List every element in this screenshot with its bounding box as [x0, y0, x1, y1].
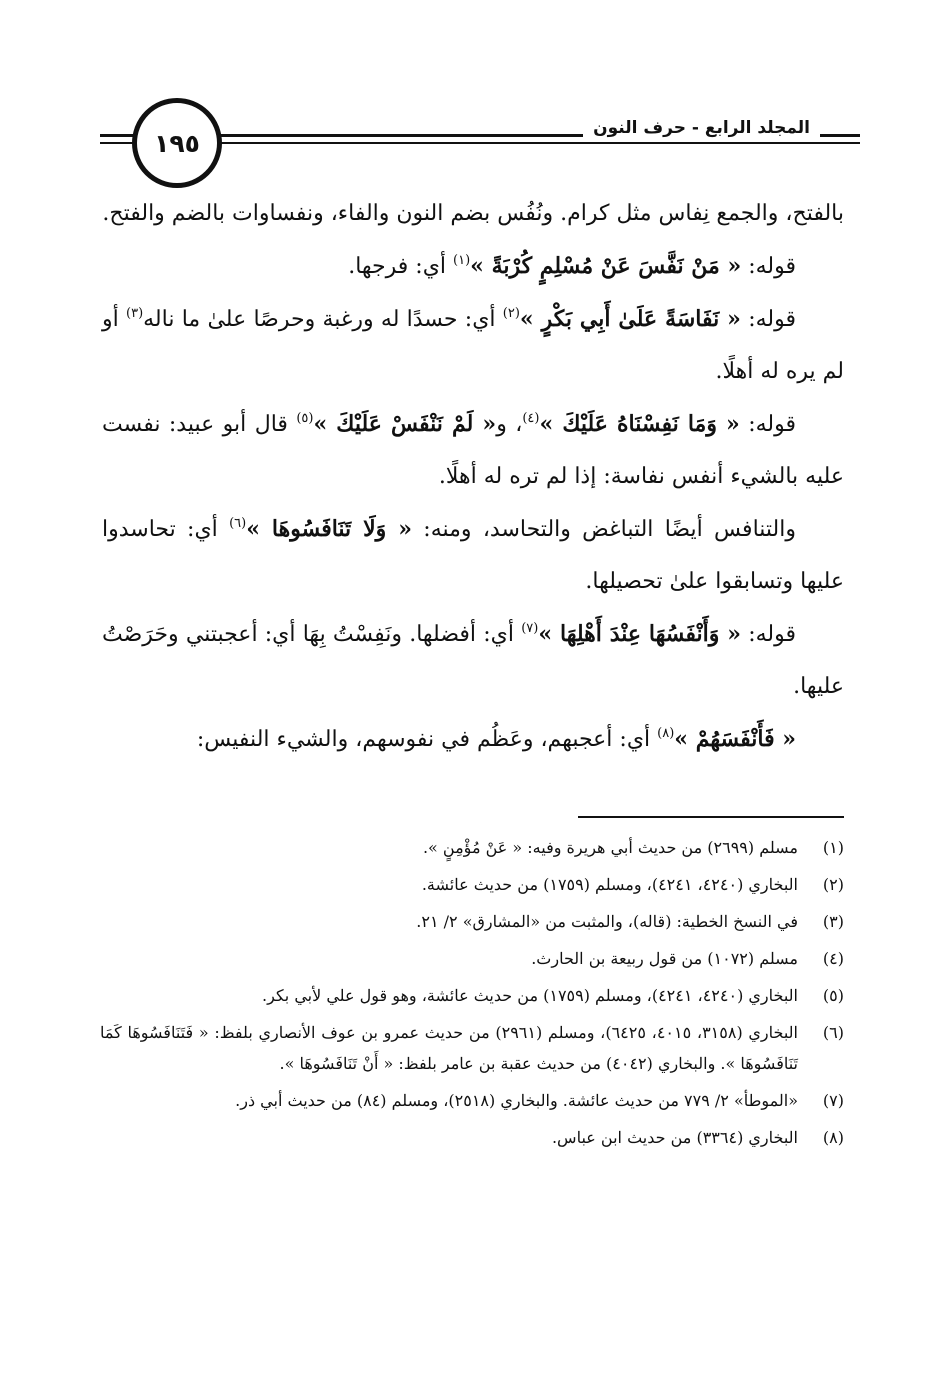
paragraph [102, 713, 844, 766]
footnote-text: البخاري (٤٢٤٠، ٤٢٤١)، ومسلم (١٧٥٩) من حديث عائشة. [421, 875, 798, 894]
footnote-text: مسلم (١٠٧٢) من قول ربيعة بن الحارث. [531, 949, 798, 968]
hadith-quote: « وَلَا تَنَافَسُوهَا » [246, 516, 412, 542]
footnote-mark: (٦) [229, 516, 247, 531]
footnote [100, 1085, 844, 1116]
footnote-number: (٥) [822, 986, 844, 1005]
paragraph [102, 608, 844, 713]
footnote-mark: (١) [453, 253, 471, 268]
footnote [100, 980, 844, 1011]
footnote-text: البخاري (٣٣٦٤) من حديث ابن عباس. [551, 1128, 798, 1147]
footnote-mark: (٢) [502, 306, 520, 321]
footnote [100, 869, 844, 900]
hadith-quote: « وَمَا نَفِسْنَاهُ عَلَيْكَ » [539, 411, 740, 437]
footnote-mark: (٤) [522, 411, 540, 426]
text-run: قوله: [740, 622, 796, 647]
footnote-mark: (٨) [657, 726, 675, 741]
main-text [102, 188, 844, 766]
page-number: ١٩٥ [132, 98, 222, 188]
paragraph [102, 293, 844, 398]
text-run: أي: حسدًا له ورغبة وحرصًا علىٰ ما ناله [143, 307, 503, 332]
text-run: أي: تحاسدوا عليها وتسابقوا علىٰ تحصيلها. [102, 517, 844, 594]
text-run: قوله: [740, 307, 796, 332]
text-run: والتنافس أيضًا التباغض والتحاسد، ومنه: [412, 517, 796, 542]
footnote-number: (١) [822, 838, 844, 857]
paragraph [102, 398, 844, 503]
hadith-quote: « وَأَنْفَسُهَا عِنْدَ أَهْلِهَا » [538, 621, 741, 647]
text-run: قوله: [741, 254, 796, 279]
footnote-number: (٧) [822, 1091, 844, 1110]
footnote-number: (٣) [822, 912, 844, 931]
text-run: قوله: [739, 412, 796, 437]
footnotes [100, 832, 844, 1159]
text-run: أي: فرجها. [348, 254, 454, 279]
footnote [100, 906, 844, 937]
footnote-mark: (٥) [296, 411, 314, 426]
hadith-quote: « لَمْ نَنْفَسْ عَلَيْكَ » [313, 411, 497, 437]
text-run: قال أبو عبيد: نفست عليه بالشيء أنفس نفاسة: إذا لم تره له أهلًا. [102, 412, 844, 489]
paragraph-text: بالفتح، والجمع نِفاس مثل كرام. ونُفُس بضم النون والفاء، ونفساوات بالضم والفتح. [102, 201, 844, 226]
text-run: أي: أعجبهم، وعَظُم في نفوسهم، والشيء النفيس: [196, 727, 658, 752]
footnote-number: (٨) [822, 1128, 844, 1147]
text-run: ، و [496, 412, 523, 437]
paragraph [102, 240, 844, 293]
footnote-number: (٢) [822, 875, 844, 894]
running-title: المجلد الرابع - حرف النون [583, 118, 820, 138]
footnote-mark: (٣) [126, 306, 144, 321]
page-header [100, 96, 860, 188]
paragraph [102, 503, 844, 608]
footnote-number: (٦) [822, 1023, 844, 1042]
hadith-quote: « فَأَنْفَسَهُمْ » [674, 726, 796, 752]
footnote-separator [578, 816, 844, 818]
text-run: أي: أفضلها. ونَفِسْتُ بِهَا أي: أعجبتني وحَرَصْتُ عليها. [102, 622, 844, 699]
hadith-quote: « نَفَاسَةً عَلَىٰ أَبِي بَكْرٍ » [519, 306, 741, 332]
footnote [100, 1122, 844, 1153]
paragraph [102, 188, 844, 240]
footnote-text: «الموطأ» ٢/ ٧٧٩ من حديث عائشة. والبخاري (٢٥١٨)، ومسلم (٨٤) من حديث أبي ذر. [235, 1091, 798, 1110]
footnote-text: البخاري (٣١٥٨، ٤٠١٥، ٦٤٢٥)، ومسلم (٢٩٦١) من حديث عمرو بن عوف الأنصاري بلفظ: « فَتَنَافَسُوهَا كَمَا تَنَافَسُوهَا ». والبخاري (٤٠٤٢) من حديث عقبة بن عامر بلفظ: « أَنْ تَنَافَسُوهَا ». [100, 1023, 798, 1073]
hadith-quote: « مَنْ نَفَّسَ عَنْ مُسْلِمٍ كُرْبَةً » [470, 253, 742, 279]
footnote [100, 832, 844, 863]
footnote-mark: (٧) [521, 621, 539, 636]
footnote-text: في النسخ الخطية: (قاله)، والمثبت من «المشارق» ٢/ ٢١. [416, 912, 798, 931]
footnote-text: مسلم (٢٦٩٩) من حديث أبي هريرة وفيه: « عَنْ مُؤْمِنٍ ». [422, 838, 798, 857]
footnote [100, 1017, 844, 1079]
footnote [100, 943, 844, 974]
footnote-text: البخاري (٤٢٤٠، ٤٢٤١)، ومسلم (١٧٥٩) من حديث عائشة، وهو قول علي لأبي بكر. [262, 986, 798, 1005]
text-run: أو لم يره له أهلًا. [102, 307, 844, 384]
footnote-number: (٤) [822, 949, 844, 968]
